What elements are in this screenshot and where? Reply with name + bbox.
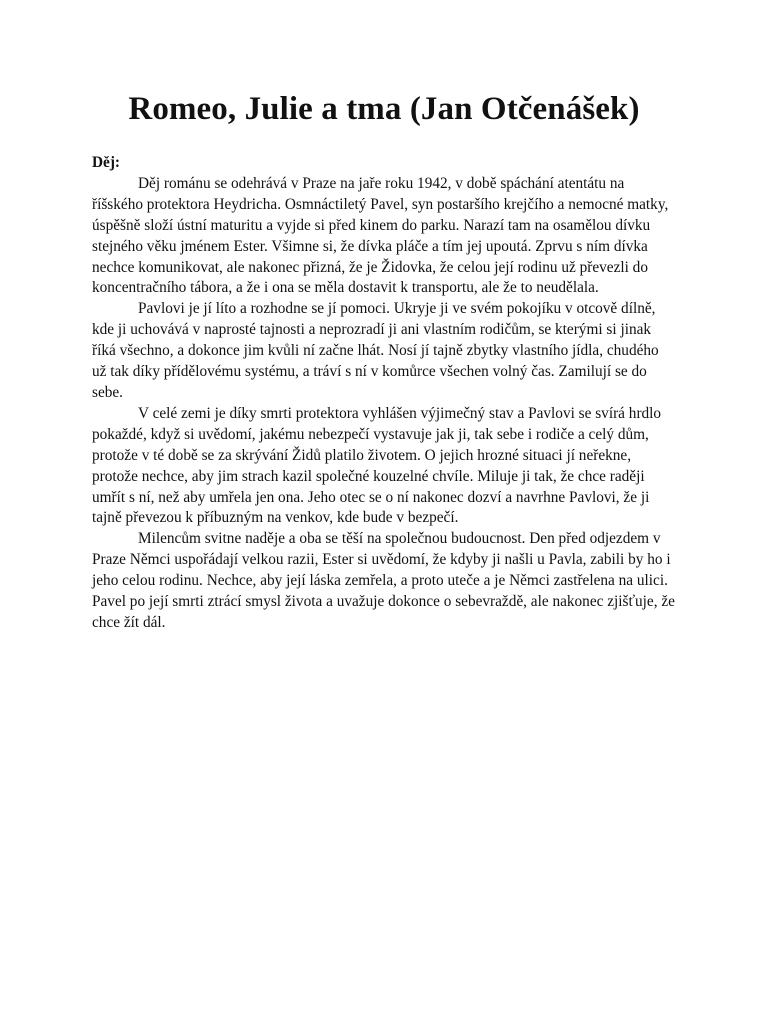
paragraph-3: V celé zemi je díky smrti protektora vyhlášen výjimečný stav a Pavlovi se svírá hrdlo pokaždé, když si uvědomí, jakému nebezpečí vystavuje jak ji, tak sebe i rodiče a celý dům, protože v té době se za skrývání Židů platilo životem. O jejich hrozné situaci jí neřekne, protože nechce, aby jim strach kazil společné kouzelné chvíle. Miluje ji tak, že chce raději umřít s ní, než aby umřela jen ona. Jeho otec se o ní nakonec dozví a navrhne Pavlovi, že ji tajně převezou k příbuzným na venkov, kde bude v bezpečí. xyxy=(92,404,662,527)
paragraph-2: Pavlovi je jí líto a rozhodne se jí pomoci. Ukryje ji ve svém pokojíku v otcově dílně, kde ji uchovává v naprosté tajnosti a neprozradí ji ani vlastním rodičům, se kterými si jinak říká všechno, a dokonce jim kvůli ní začne lhát. Nosí jí tajně zbytky vlastního jídla, chudého už tak díky přídělovému systému, a tráví s ní v komůrce všechen volný čas. Zamilují se do sebe. xyxy=(92,300,659,401)
document-title: Romeo, Julie a tma (Jan Otčenášek) xyxy=(128,91,640,127)
paragraph-4: Milencům svitne naděje a oba se těší na společnou budoucnost. Den před odjezdem v Praze Němci uspořádají velkou razii, Ester si uvědomí, že kdyby ji našli u Pavla, zabili by ho i jeho celou rodinu. Nechce, aby její láska zemřela, a proto uteče a je Němci zastřelena na ulici. Pavel po její smrti ztrácí smysl života a uvažuje dokonce o sebevraždě, ale nakonec zjišťuje, že chce žít dál. xyxy=(92,530,675,631)
paragraph-1: Děj románu se odehrává v Praze na jaře roku 1942, v době spáchání atentátu na říšského protektora Heydricha. Osmnáctiletý Pavel, syn postaršího krejčího a nemocné matky, úspěšně složí ústní maturitu a vyjde si před kinem do parku. Narazí tam na osamělou dívku stejného věku jménem Ester. Všimne si, že dívka pláče a tím jej upoutá. Zprvu s ním dívka nechce komunikovat, ale nakonec přizná, že je Židovka, že celou její rodinu už převezli do koncentračního tábora, a že i ona se měla dostavit k transportu, ale že to neudělala. xyxy=(92,174,669,297)
section-heading: Děj: xyxy=(92,154,121,171)
document-body xyxy=(92,153,676,634)
